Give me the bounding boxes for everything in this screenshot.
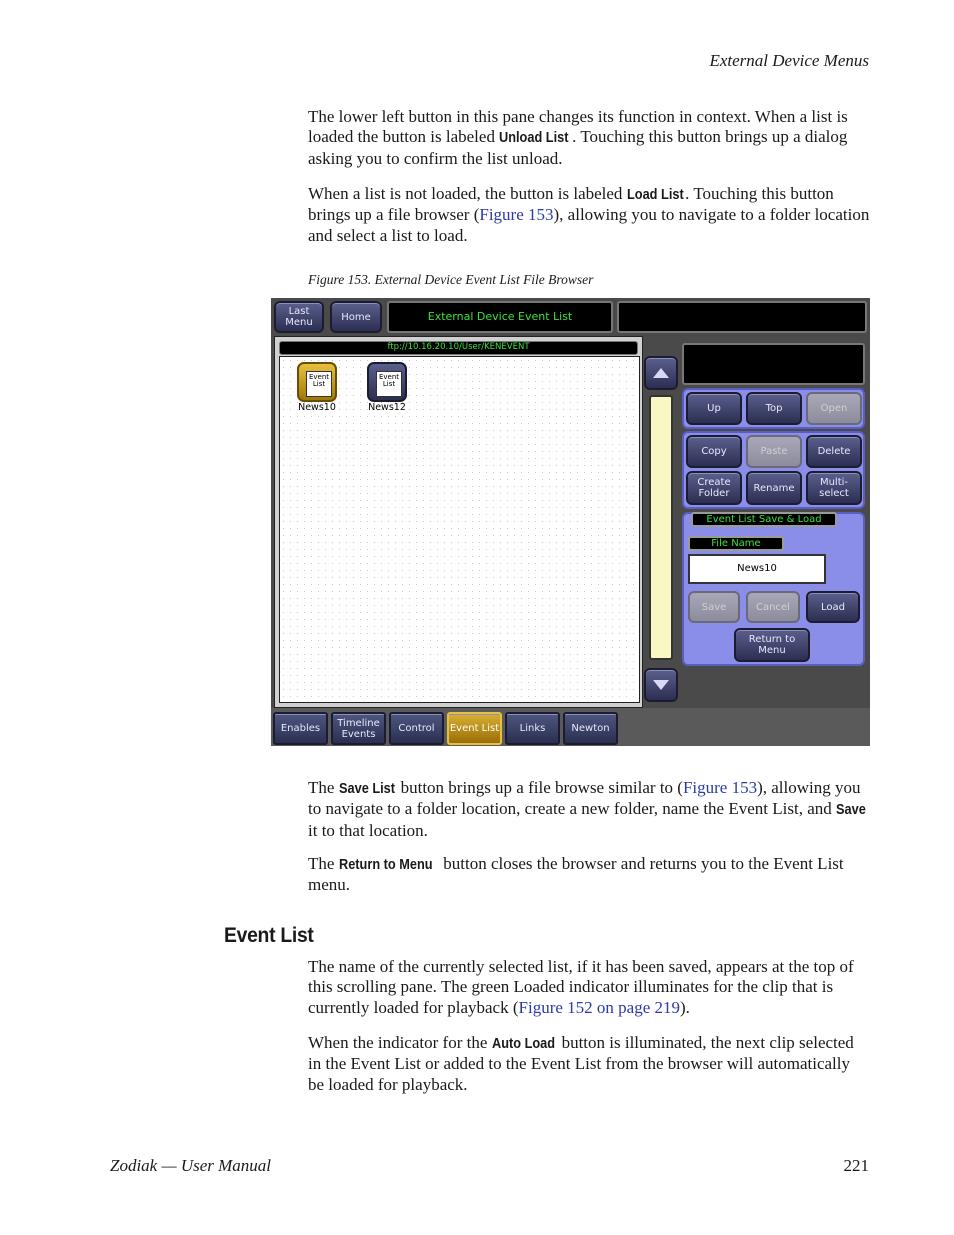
footer-manual-title: Zodiak — User Manual — [110, 1156, 272, 1175]
paragraph-load-list: When a list is not loaded, the button is labeled Load List . Touching this button brings up a file browser (Figure 153), allowing you to navigate to a folder location and select a list to load. — [308, 184, 870, 245]
scroll-up-button[interactable] — [644, 356, 678, 390]
running-header: External Device Menus — [709, 51, 869, 70]
arrow-down-icon — [653, 680, 669, 690]
paragraph-save-list: The Save List button brings up a file browse similar to (Figure 153), allowing you to navigate to a folder location, create a new folder, name the Event List, and Save it to that location. — [308, 778, 866, 840]
event-list-file-icon[interactable]: Event List — [297, 362, 337, 402]
file-name-label: File Name — [688, 536, 784, 551]
tab-newton[interactable]: Newton — [563, 712, 618, 745]
home-button[interactable]: Home — [330, 301, 382, 333]
paragraph-return-to-menu: The Return to Menu button closes the browser and returns you to the Event List menu. — [308, 854, 844, 895]
figure-link[interactable]: Figure 152 on page 219 — [518, 997, 681, 1017]
tab-event-list[interactable]: Event List — [447, 712, 502, 745]
paragraph-event-list: The name of the currently selected list, if it has been saved, appears at the top of this scrolling pane. The green Loaded indicator illuminates for the clip that is currently loaded for playback (Figure 152 on page 219). — [308, 957, 854, 1017]
figure-link[interactable]: Figure 153 — [479, 205, 554, 225]
event-list-file-icon[interactable]: Event List — [367, 362, 407, 402]
page-number: 221 — [843, 1156, 869, 1175]
save-button[interactable]: Save — [688, 591, 740, 623]
rename-button[interactable]: Rename — [746, 471, 802, 505]
tab-control[interactable]: Control — [389, 712, 444, 745]
scroll-down-button[interactable] — [644, 668, 678, 702]
menu-title-display: External Device Event List — [387, 301, 613, 333]
paragraph-unload-list: The lower left button in this pane changes its function in context. When a list is loaded the button is labeled Unload List . Touching this button brings up a dialog asking you to confirm the list unload. — [308, 107, 848, 168]
event-list-file-browser-screenshot — [271, 298, 870, 746]
last-menu-button[interactable]: Last Menu — [274, 301, 324, 333]
create-folder-button[interactable]: Create Folder — [686, 471, 742, 505]
paragraph-auto-load: When the indicator for the Auto Load button is illuminated, the next clip selected in the Event List or added to the Event List from the browser will automatically be loaded for playback. — [308, 1033, 854, 1094]
status-display — [617, 301, 867, 333]
tab-links[interactable]: Links — [505, 712, 560, 745]
file-name-label: News12 — [368, 402, 406, 413]
copy-button[interactable]: Copy — [686, 435, 742, 468]
load-button[interactable]: Load — [806, 591, 860, 623]
file-list[interactable] — [279, 356, 640, 703]
top-button[interactable]: Top — [746, 392, 802, 425]
tab-enables[interactable]: Enables — [273, 712, 328, 745]
path-bar: ftp://10.16.20.10/User/KENEVENT — [279, 341, 638, 355]
cancel-button[interactable]: Cancel — [746, 591, 800, 623]
figure-caption: Figure 153. External Device Event List File Browser — [308, 272, 594, 287]
return-to-menu-button[interactable]: Return to Menu — [734, 628, 810, 662]
arrow-up-icon — [653, 368, 669, 378]
section-heading: Event List — [224, 924, 314, 947]
file-name-input[interactable]: News10 — [688, 554, 826, 584]
scroll-track[interactable] — [649, 395, 673, 660]
figure-link[interactable]: Figure 153 — [682, 778, 758, 797]
tab-timeline-events[interactable]: Timeline Events — [331, 712, 386, 745]
open-button[interactable]: Open — [806, 392, 862, 425]
file-name-label: News10 — [298, 402, 336, 413]
save-load-title: Event List Save & Load — [691, 512, 837, 527]
delete-button[interactable]: Delete — [806, 435, 862, 468]
multi-select-button[interactable]: Multi- select — [806, 471, 862, 505]
up-button[interactable]: Up — [686, 392, 742, 425]
info-display — [682, 343, 865, 385]
paste-button[interactable]: Paste — [746, 435, 802, 468]
